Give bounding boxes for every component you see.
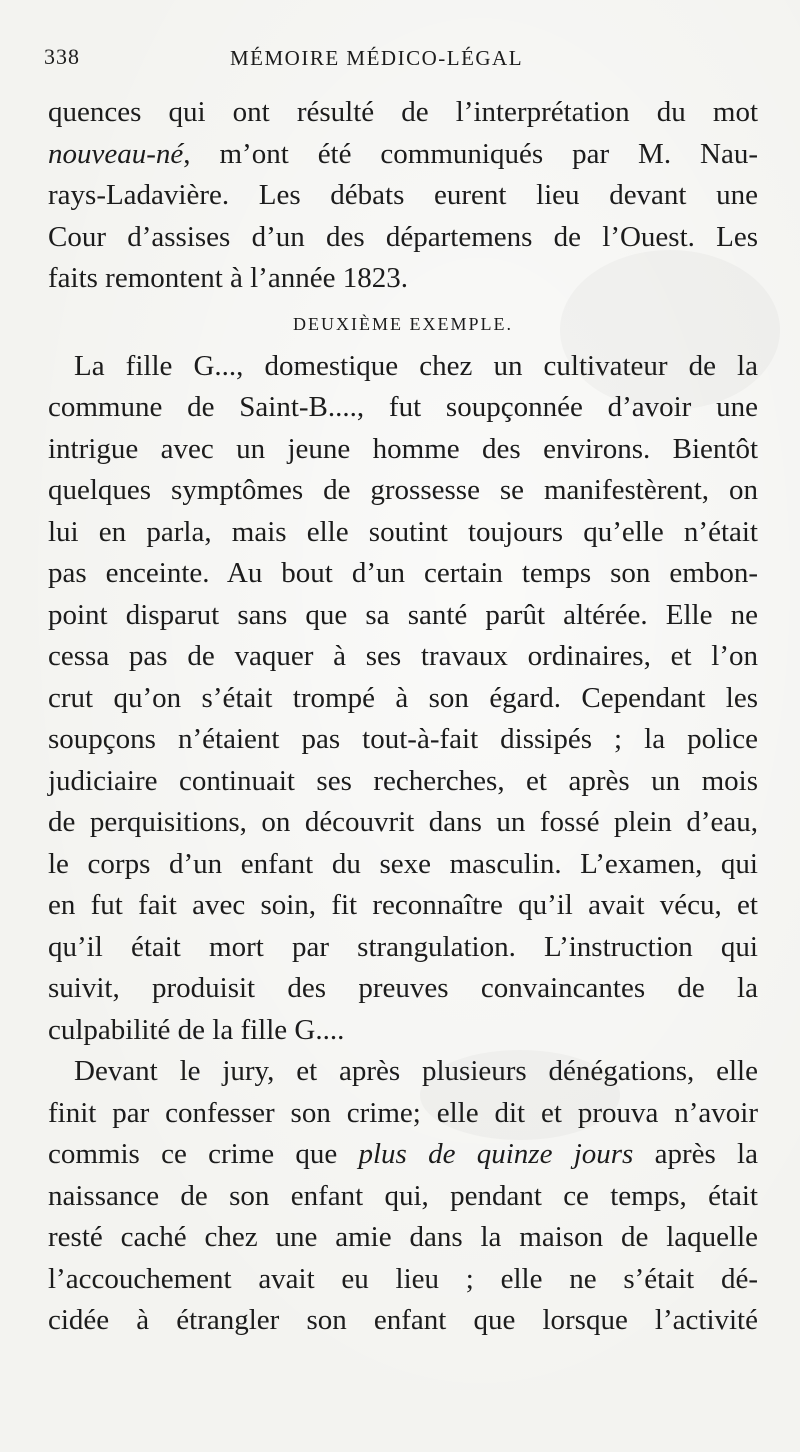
text-line: l’accouchement avait eu lieu ; elle ne s’était dé-	[48, 1262, 758, 1295]
text-line: rays-Ladavière. Les débats eurent lieu devant une	[48, 179, 758, 211]
text-line: suivit, produisit des preuves convaincantes de la	[48, 972, 758, 1004]
text-fragment: , m’ont été communiqués par M. Nau-	[183, 137, 758, 170]
text-line: lui en parla, mais elle soutint toujours qu’elle n’était	[48, 515, 758, 548]
text-line: judiciaire continuait ses recherches, et après un mois	[48, 764, 758, 797]
text-line: en fut fait avec soin, fit reconnaître qu’il avait vécu, et	[48, 889, 758, 921]
text-line: quelques symptômes de grossesse se manifestèrent, on	[48, 474, 758, 506]
text-line: intrigue avec un jeune homme des environs. Bientôt	[48, 432, 758, 465]
text-line: soupçons n’étaient pas tout-à-fait dissipés ; la police	[48, 723, 758, 755]
italic-phrase: plus de quinze jours	[358, 1138, 634, 1170]
text-line: faits remontent à l’année 1823.	[48, 262, 408, 294]
text-line: quences qui ont résulté de l’interprétation du mot	[48, 96, 758, 128]
text-fragment: commis ce crime que	[48, 1138, 359, 1170]
text-line: cidée à étrangler son enfant que lorsque l’activité	[48, 1304, 758, 1336]
text-line: qu’il était mort par strangulation. L’instruction qui	[48, 930, 758, 963]
paragraph-confession	[48, 1051, 758, 1342]
text-line: point disparut sans que sa santé parût altérée. Elle ne	[48, 598, 758, 631]
text-line: de perquisitions, on découvrit dans un fossé plein d’eau,	[48, 806, 758, 838]
page-header	[44, 44, 764, 76]
paragraph-continuation	[48, 92, 758, 300]
italic-term: nouveau-né	[48, 137, 184, 170]
body-text	[48, 92, 758, 1342]
text-line: Devant le jury, et après plusieurs dénégations, elle	[74, 1055, 758, 1087]
text-line: pas enceinte. Au bout d’un certain temps son embon-	[48, 557, 758, 589]
text-line: commune de Saint-B...., fut soupçonnée d’avoir une	[48, 391, 758, 423]
text-line: resté caché chez une amie dans la maison de laquelle	[48, 1221, 758, 1253]
text-line: La fille G..., domestique chez un cultivateur de la	[74, 349, 758, 382]
text-line	[48, 1134, 758, 1176]
text-line	[48, 134, 758, 176]
text-line: Cour d’assises d’un des départemens de l’Ouest. Les	[48, 220, 758, 253]
text-line: crut qu’on s’était trompé à son égard. Cependant les	[48, 681, 758, 714]
section-heading: DEUXIÈME EXEMPLE.	[293, 313, 513, 334]
paragraph-example	[48, 346, 758, 1052]
text-line: finit par confesser son crime; elle dit et prouva n’avoir	[48, 1096, 758, 1129]
text-line: culpabilité de la fille G....	[48, 1013, 345, 1046]
text-line: le corps d’un enfant du sexe masculin. L’examen, qui	[48, 847, 758, 880]
text-line: cessa pas de vaquer à ses travaux ordinaires, et l’on	[48, 640, 758, 672]
running-head: MÉMOIRE MÉDICO-LÉGAL	[230, 46, 524, 70]
text-fragment: après la	[633, 1138, 758, 1170]
page-number: 338	[44, 44, 80, 69]
text-line: naissance de son enfant qui, pendant ce temps, était	[48, 1179, 758, 1212]
